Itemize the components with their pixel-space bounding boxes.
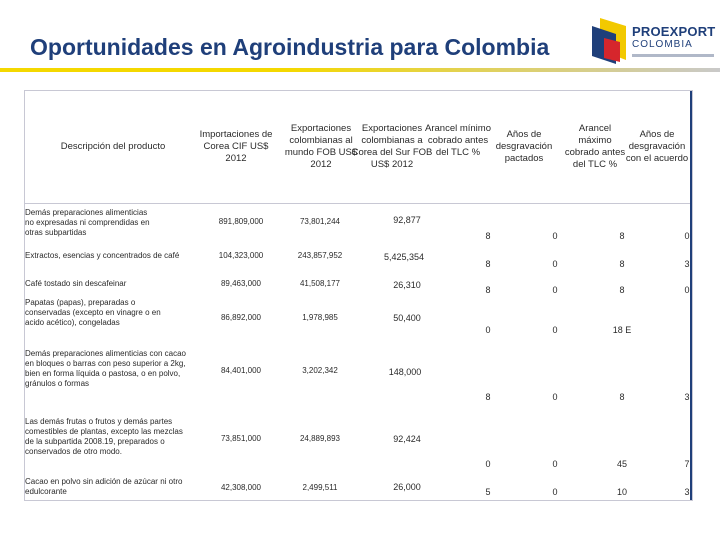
col-header-anos-acuerdo: Años de desgravación con el acuerdo: [625, 129, 689, 164]
col-header-importaciones: Importaciones de Corea CIF US$ 2012: [199, 129, 273, 164]
row-0-exp-world: 73,801,244: [299, 217, 341, 226]
proexport-logo-icon: [586, 14, 630, 66]
row-2-ar-max: 8: [619, 285, 625, 295]
row-6-ar-min: 5: [485, 487, 491, 497]
logo-sub: COLOMBIA: [632, 39, 693, 50]
row-4-exp-world: 3,202,342: [302, 366, 338, 375]
row-4-anos-max: 3: [684, 392, 690, 402]
row-3-exp-korea: 50,400: [393, 313, 421, 323]
row-2-anos-min: 0: [552, 285, 558, 295]
row-3-desc: Papatas (papas), preparadas o conservadas (excepto en vinagre o en acido acético), congeladas: [25, 298, 161, 327]
row-3-anos-min: 0: [552, 325, 558, 335]
row-5-anos-max: 7: [684, 459, 690, 469]
row-4-exp-korea: 148,000: [388, 367, 422, 377]
row-2-exp-world: 41,508,177: [299, 279, 341, 288]
row-4-ar-max: 8: [619, 392, 625, 402]
row-2-imp: 89,463,000: [220, 279, 262, 288]
col-header-anos-pactados: Años de desgravación pactados: [495, 129, 553, 164]
row-1-exp-korea: 5,425,354: [383, 252, 425, 262]
col-header-export-mundo: Exportaciones colombianas al mundo FOB US$ 2012: [284, 123, 358, 170]
col-header-export-corea: Exportaciones colombianas a Corea del Sur FOB US$ 2012: [351, 123, 433, 170]
row-1-imp: 104,323,000: [218, 251, 264, 260]
table-right-border: [690, 91, 692, 500]
row-5-desc: Las demás frutas o frutos y demás partes comestibles de plantas, excepto las mezclas de la subpartida 2008.19, preparados o conservados de otro modo.: [25, 417, 183, 456]
row-0-imp: 891,809,000: [218, 217, 264, 226]
col-header-arancel-min: Arancel mínimo cobrado antes del TLC %: [425, 123, 491, 158]
table-header: [25, 91, 690, 204]
products-table: [24, 90, 693, 501]
row-4-desc: Demás preparaciones alimenticias con cacao en bloques o barras con peso superior a 2kg, bien en forma líquida o pastosa, o en polvo, gránulos o formas: [25, 349, 186, 388]
row-2-exp-korea: 26,310: [393, 280, 421, 290]
row-3-imp: 86,892,000: [220, 313, 262, 322]
logo-tagline-bar: [632, 54, 714, 57]
row-5-exp-world: 24,889,893: [299, 434, 341, 443]
row-4-anos-min: 0: [552, 392, 558, 402]
row-1-ar-max: 8: [619, 259, 625, 269]
row-5-anos-min: 0: [552, 459, 558, 469]
row-6-desc: Cacao en polvo sin adición de azúcar ni otro edulcorante: [25, 477, 183, 496]
row-1-exp-world: 243,857,952: [297, 251, 343, 260]
row-3-ar-max: 18 E: [612, 325, 632, 335]
row-2-anos-max: 0: [684, 285, 690, 295]
row-3-ar-min: 0: [485, 325, 491, 335]
logo-name: PROEXPORT: [632, 24, 716, 39]
row-2-ar-min: 8: [485, 285, 491, 295]
row-6-exp-world: 2,499,511: [302, 483, 338, 492]
row-6-anos-max: 3: [684, 487, 690, 497]
col-header-arancel-max: Arancel máximo cobrado antes del TLC %: [564, 123, 626, 170]
row-5-ar-max: 45: [616, 459, 627, 469]
row-2-desc: Café tostado sin descafeinar: [25, 279, 127, 288]
row-5-exp-korea: 92,424: [393, 434, 421, 444]
row-5-imp: 73,851,000: [220, 434, 262, 443]
col-header-descripcion: Descripción del producto: [60, 141, 166, 152]
row-0-anos-max: 0: [684, 231, 690, 241]
row-1-desc: Extractos, esencias y concentrados de café: [25, 251, 180, 260]
row-6-exp-korea: 26,000: [393, 482, 421, 492]
row-0-ar-min: 8: [485, 231, 491, 241]
proexport-logo: [586, 10, 716, 70]
row-6-ar-max: 10: [616, 487, 627, 497]
row-6-anos-min: 0: [552, 487, 558, 497]
row-0-anos-min: 0: [552, 231, 558, 241]
row-4-imp: 84,401,000: [220, 366, 262, 375]
row-4-ar-min: 8: [485, 392, 491, 402]
row-0-exp-korea: 92,877: [393, 215, 421, 225]
row-5-ar-min: 0: [485, 459, 491, 469]
row-6-imp: 42,308,000: [220, 483, 262, 492]
row-1-anos-min: 0: [552, 259, 558, 269]
row-1-anos-max: 3: [684, 259, 690, 269]
row-0-ar-max: 8: [619, 231, 625, 241]
page-title: Oportunidades en Agroindustria para Colombia: [30, 34, 550, 60]
row-3-exp-world: 1,978,985: [302, 313, 338, 322]
row-0-desc: Demás preparaciones alimenticias no expresadas ni comprendidas en otras subpartidas: [25, 208, 150, 237]
row-1-ar-min: 8: [485, 259, 491, 269]
